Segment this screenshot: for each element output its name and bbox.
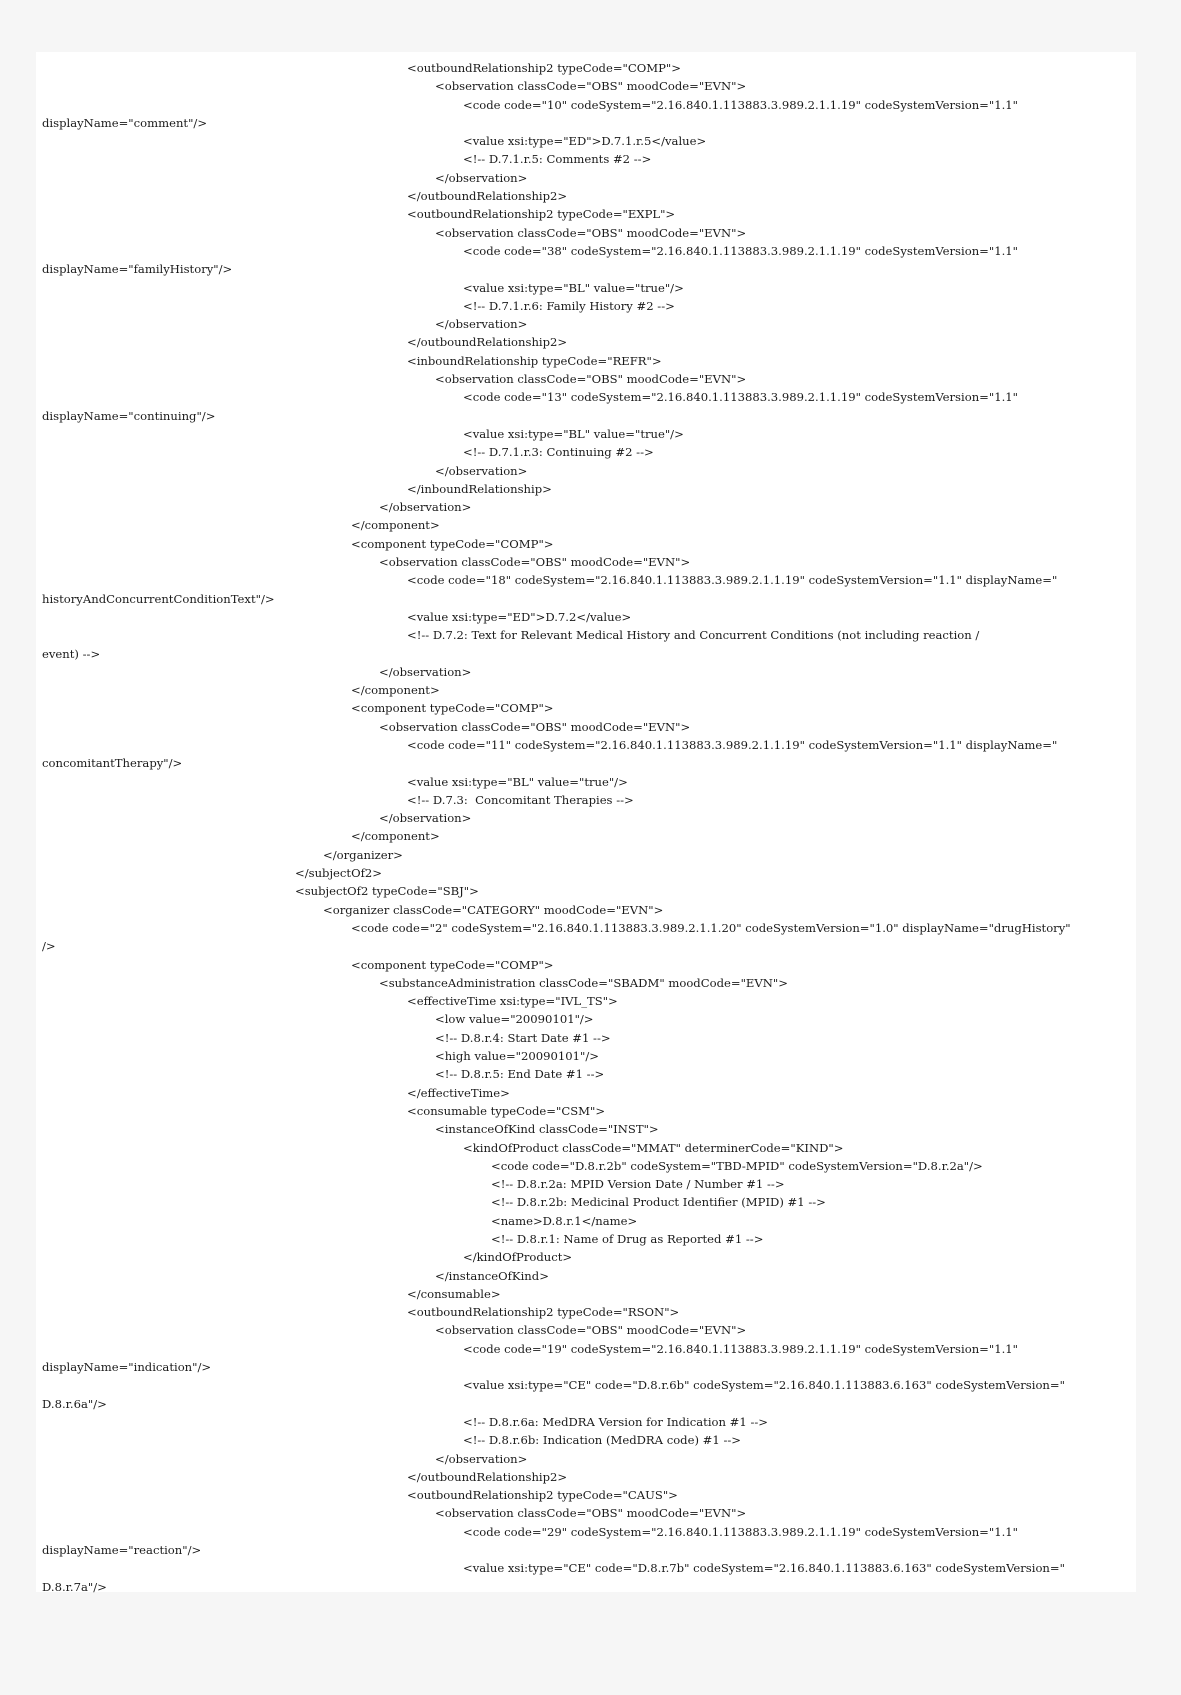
code-line: <value xsi:type="CE" code="D.8.r.6b" codeSystem="2.16.840.1.113883.6.163" codeSystemVersion="	[463, 1378, 1065, 1393]
code-line: displayName="reaction"/>	[42, 1543, 202, 1558]
code-line: displayName="comment"/>	[42, 115, 208, 130]
xml-code-listing	[42, 59, 1071, 1596]
code-line: <outboundRelationship2 typeCode="RSON">	[407, 1305, 680, 1320]
code-line: <value xsi:type="BL" value="true"/>	[463, 280, 684, 295]
code-line: <outboundRelationship2 typeCode="EXPL">	[407, 207, 676, 222]
code-line: </observation>	[435, 463, 528, 478]
code-line: historyAndConcurrentConditionText"/>	[42, 591, 275, 606]
code-line: <kindOfProduct classCode="MMAT" determinerCode="KIND">	[463, 1140, 844, 1155]
code-line: <!-- D.8.r.4: Start Date #1 -->	[435, 1030, 611, 1045]
code-line: </inboundRelationship>	[407, 481, 552, 496]
code-line: <low value="20090101"/>	[435, 1012, 594, 1027]
code-line: <code code="19" codeSystem="2.16.840.1.113883.3.989.2.1.1.19" codeSystemVersion="1.1"	[463, 1341, 1018, 1356]
code-line: </outboundRelationship2>	[407, 189, 568, 204]
code-line: <high value="20090101"/>	[435, 1049, 599, 1064]
code-line: <!-- D.8.r.6a: MedDRA Version for Indication #1 -->	[463, 1414, 768, 1429]
code-line: <observation classCode="OBS" moodCode="EVN">	[435, 79, 747, 94]
code-line: <name>D.8.r.1</name>	[491, 1213, 638, 1228]
code-line: <!-- D.8.r.2b: Medicinal Product Identifier (MPID) #1 -->	[491, 1195, 826, 1210]
code-line: </component>	[351, 518, 440, 533]
code-line: </outboundRelationship2>	[407, 335, 568, 350]
code-line: <value xsi:type="BL" value="true"/>	[463, 426, 684, 441]
code-line: displayName="continuing"/>	[42, 408, 216, 423]
code-line: <!-- D.7.1.r.6: Family History #2 -->	[463, 298, 675, 313]
code-line: <!-- D.8.r.1: Name of Drug as Reported #1 -->	[491, 1232, 764, 1246]
code-line: <code code="29" codeSystem="2.16.840.1.113883.3.989.2.1.1.19" codeSystemVersion="1.1"	[463, 1524, 1018, 1539]
code-line: </observation>	[379, 500, 472, 515]
code-line: />	[42, 939, 56, 954]
code-line: <value xsi:type="ED">D.7.1.r.5</value>	[463, 134, 707, 149]
code-line: <code code="38" codeSystem="2.16.840.1.113883.3.989.2.1.1.19" codeSystemVersion="1.1"	[463, 243, 1018, 258]
code-line: D.8.r.6a"/>	[42, 1396, 107, 1411]
code-line: <outboundRelationship2 typeCode="COMP">	[407, 61, 681, 75]
code-line: <inboundRelationship typeCode="REFR">	[407, 353, 662, 368]
code-line: displayName="indication"/>	[42, 1360, 212, 1375]
code-line: <effectiveTime xsi:type="IVL_TS">	[407, 994, 618, 1009]
code-line: <code code="D.8.r.2b" codeSystem="TBD-MPID" codeSystemVersion="D.8.r.2a"/>	[491, 1158, 983, 1173]
code-line: <observation classCode="OBS" moodCode="EVN">	[435, 372, 747, 387]
code-line: event) -->	[42, 646, 101, 661]
code-line: </component>	[351, 683, 440, 698]
code-line: <code code="13" codeSystem="2.16.840.1.113883.3.989.2.1.1.19" codeSystemVersion="1.1"	[463, 390, 1018, 405]
code-line: </observation>	[435, 170, 528, 185]
code-line: concomitantTherapy"/>	[42, 756, 183, 771]
code-line: <!-- D.8.r.5: End Date #1 -->	[435, 1067, 605, 1082]
code-line: <consumable typeCode="CSM">	[407, 1103, 606, 1118]
code-line: <!-- D.7.1.r.5: Comments #2 -->	[463, 152, 652, 167]
code-line: <observation classCode="OBS" moodCode="EVN">	[435, 225, 747, 240]
code-line: <code code="11" codeSystem="2.16.840.1.113883.3.989.2.1.1.19" codeSystemVersion="1.1" displayName="	[407, 737, 1058, 752]
code-line: </kindOfProduct>	[463, 1250, 573, 1265]
code-line: <!-- D.7.1.r.3: Continuing #2 -->	[463, 445, 654, 460]
code-line: <instanceOfKind classCode="INST">	[435, 1122, 659, 1137]
code-line: </observation>	[435, 1451, 528, 1466]
code-line: <substanceAdministration classCode="SBADM" moodCode="EVN">	[379, 975, 788, 990]
code-line: <!-- D.8.r.6b: Indication (MedDRA code) #1 -->	[463, 1433, 741, 1448]
code-line: </observation>	[379, 811, 472, 826]
code-line: </observation>	[435, 317, 528, 332]
code-line: <observation classCode="OBS" moodCode="EVN">	[435, 1323, 747, 1338]
code-line: </organizer>	[323, 847, 403, 862]
code-line: <code code="10" codeSystem="2.16.840.1.113883.3.989.2.1.1.19" codeSystemVersion="1.1"	[463, 97, 1018, 112]
code-line: <code code="2" codeSystem="2.16.840.1.113883.3.989.2.1.1.20" codeSystemVersion="1.0" displayName="drugHistory"	[351, 920, 1071, 935]
code-line: </component>	[351, 829, 440, 844]
code-line: <observation classCode="OBS" moodCode="EVN">	[379, 555, 691, 570]
code-line: </consumable>	[407, 1286, 501, 1301]
code-line: </outboundRelationship2>	[407, 1469, 568, 1484]
code-line: </instanceOfKind>	[435, 1268, 549, 1283]
code-line: <!-- D.7.2: Text for Relevant Medical History and Concurrent Conditions (not including reaction /	[407, 628, 980, 643]
code-line: <!-- D.7.3: Concomitant Therapies -->	[407, 792, 634, 807]
code-line: <code code="18" codeSystem="2.16.840.1.113883.3.989.2.1.1.19" codeSystemVersion="1.1" displayName="	[407, 573, 1058, 588]
code-line: <outboundRelationship2 typeCode="CAUS">	[407, 1488, 678, 1503]
code-line: <organizer classCode="CATEGORY" moodCode="EVN">	[323, 902, 664, 917]
code-line: </subjectOf2>	[295, 866, 382, 881]
code-line: <observation classCode="OBS" moodCode="EVN">	[435, 1506, 747, 1521]
code-line: <component typeCode="COMP">	[351, 536, 554, 551]
code-line: displayName="familyHistory"/>	[42, 262, 233, 277]
code-line: <value xsi:type="ED">D.7.2</value>	[407, 609, 632, 624]
code-line: D.8.r.7a"/>	[42, 1579, 107, 1594]
code-line: <!-- D.8.r.2a: MPID Version Date / Number #1 -->	[491, 1177, 785, 1192]
code-line: <component typeCode="COMP">	[351, 701, 554, 716]
code-line: <observation classCode="OBS" moodCode="EVN">	[379, 719, 691, 734]
code-line: <subjectOf2 typeCode="SBJ">	[295, 884, 479, 899]
code-line: </effectiveTime>	[407, 1085, 510, 1100]
code-line: </observation>	[379, 664, 472, 679]
code-line: <value xsi:type="BL" value="true"/>	[407, 774, 628, 789]
code-line: <component typeCode="COMP">	[351, 957, 554, 972]
code-line: <value xsi:type="CE" code="D.8.r.7b" codeSystem="2.16.840.1.113883.6.163" codeSystemVersion="	[463, 1561, 1065, 1576]
